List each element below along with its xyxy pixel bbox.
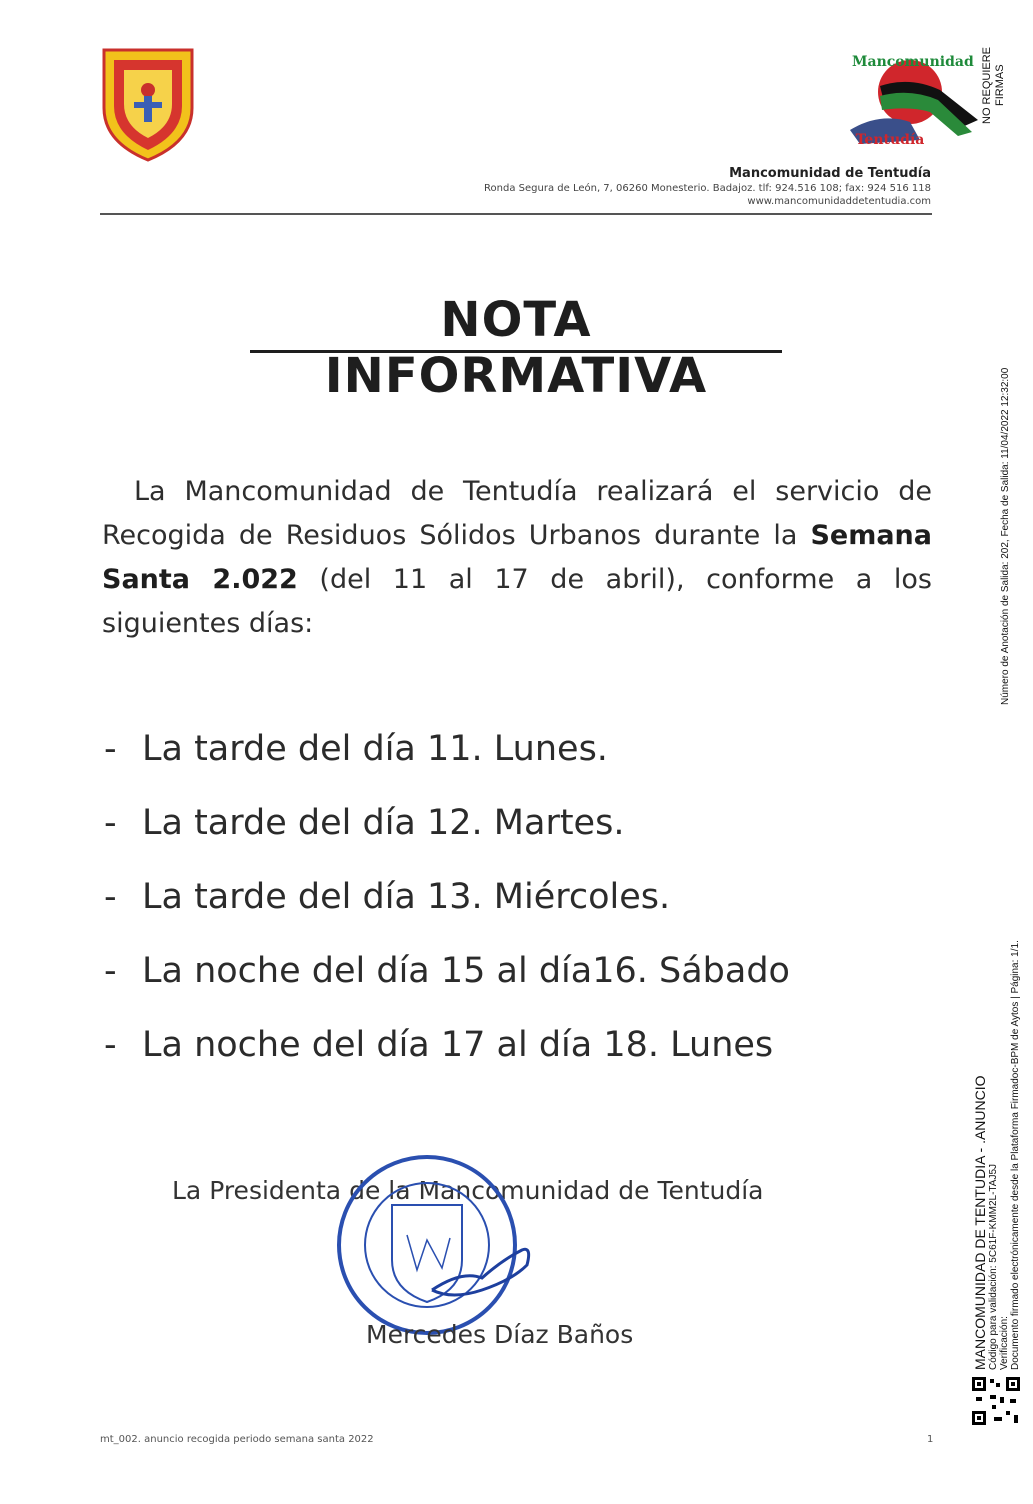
list-item: - La tarde del día 13. Miércoles. xyxy=(104,877,671,917)
logo-wordmark-top: Mancomunidad xyxy=(852,54,974,70)
list-item: - La tarde del día 12. Martes. xyxy=(104,803,625,843)
list-item: - La noche del día 17 al día 18. Lunes xyxy=(104,1025,774,1065)
no-signature-note: NO REQUIERE FIRMAS xyxy=(981,47,1006,125)
intro-highlight: Semana Santa 2.022 xyxy=(102,520,932,595)
validation-code: Código para validación: 5C61F-KMM2L-TAJ5J xyxy=(988,1163,999,1370)
signer-role: La Presidenta de la Mancomunidad de Tentudía xyxy=(172,1176,764,1205)
intro-text-1: La Mancomunidad de Tentudía realizará el servicio de Recogida de Residuos Sólidos Urbanos durante la xyxy=(102,476,932,551)
organization-website: www.mancomunidaddetentudia.com xyxy=(747,196,931,207)
intro-paragraph xyxy=(102,470,932,646)
title-underline xyxy=(250,350,782,353)
page-number: 1 xyxy=(927,1434,934,1445)
qr-code[interactable] xyxy=(970,1375,1022,1427)
collection-days-list xyxy=(104,712,924,1082)
registry-annotation: Número de Anotación de Salida: 202, Fecha de Salida: 11/04/2022 12:32:00 xyxy=(1000,367,1011,705)
signed-platform-note: Documento firmado electrónicamente desde la Plataforma Firmadoc-BPM de Aytos | Página: 1/1. xyxy=(1010,940,1021,1370)
organization-address: Ronda Segura de León, 7, 06260 Monesterio. Badajoz. tlf: 924.516 108; fax: 924 516 118 xyxy=(484,183,931,194)
document-reference: mt_002. anuncio recogida periodo semana santa 2022 xyxy=(100,1434,374,1445)
organization-name: Mancomunidad de Tentudía xyxy=(729,166,931,181)
logo-wordmark-bottom: Tentudía xyxy=(855,132,925,148)
intro-text-2: (del 11 al 17 de abril), conforme a los siguientes días: xyxy=(102,564,932,639)
signer-name: Mercedes Díaz Baños xyxy=(366,1320,634,1349)
list-item: - La tarde del día 11. Lunes. xyxy=(104,729,608,769)
page-title: NOTA INFORMATIVA xyxy=(324,292,708,404)
verification-label: Verificación: xyxy=(999,1316,1010,1370)
header-divider xyxy=(100,213,932,215)
electronic-validation-block xyxy=(972,885,1021,1370)
entity-announcement: MANCOMUNIDAD DE TENTUDIA - .ANUNCIO xyxy=(972,1075,988,1370)
municipal-shield-logo xyxy=(100,46,196,164)
mancomunidad-logo xyxy=(840,40,985,160)
list-item: - La noche del día 15 al día16. Sábado xyxy=(104,951,790,991)
